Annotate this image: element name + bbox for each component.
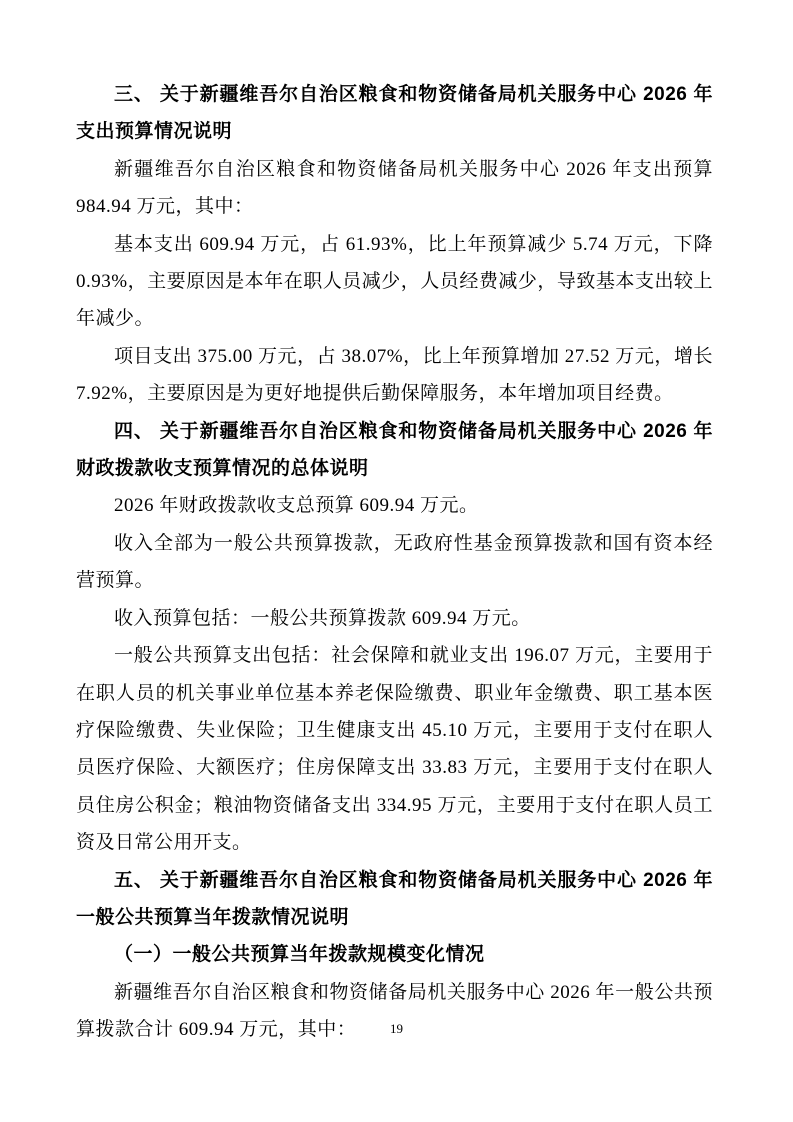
paragraph: 2026 年财政拨款收支总预算 609.94 万元。 (114, 495, 479, 517)
page-footer (0, 1020, 793, 1038)
paragraph: 收入全部为一般公共预算拨款，无政府性基金预算拨款和国有资本经营预算。 (76, 532, 713, 592)
paragraph: 新疆维吾尔自治区粮食和物资储备局机关服务中心 2026 年支出预算 984.94 万元，其中： (76, 158, 713, 218)
paragraph: 基本支出 609.94 万元，占 61.93%，比上年预算减少 5.74 万元，下降 0.93%，主要原因是本年在职人员减少，人员经费减少，导致基本支出较上年减少。 (76, 233, 713, 330)
section-heading: 四、 关于新疆维吾尔自治区粮食和物资储备局机关服务中心 2026 年财政拨款收支预算情况的总体说明 (76, 420, 713, 480)
paragraph: 一般公共预算支出包括：社会保障和就业支出 196.07 万元，主要用于在职人员的机关事业单位基本养老保险缴费、职业年金缴费、职工基本医疗保险缴费、失业保险；卫生健康支出 45.10 万元，主要用于支付在职人员医疗保险、大额医疗；住房保障支出 33.83 万元，主要用于支付在职人员住房公积金；粮油物资储备支出 334.95 万元，主要用于支付在职人员工资及日常公用开支。 (76, 645, 713, 854)
section-heading: 五、 关于新疆维吾尔自治区粮食和物资储备局机关服务中心 2026 年一般公共预算当年拨款情况说明 (76, 869, 713, 928)
page-number: 19 (390, 1021, 403, 1036)
paragraph: 收入预算包括：一般公共预算拨款 609.94 万元。 (114, 607, 531, 629)
paragraph: 新疆维吾尔自治区粮食和物资储备局机关服务中心 2026 年一般公共预算拨款合计 609.94 万元，其中： (76, 981, 713, 1041)
section-heading: 三、 关于新疆维吾尔自治区粮食和物资储备局机关服务中心 2026 年支出预算情况说明 (76, 84, 713, 143)
paragraph: 项目支出 375.00 万元，占 38.07%，比上年预算增加 27.52 万元，增长 7.92%，主要原因是为更好地提供后勤保障服务，本年增加项目经费。 (76, 345, 713, 405)
section-heading: （一）一般公共预算当年拨款规模变化情况 (114, 944, 485, 966)
